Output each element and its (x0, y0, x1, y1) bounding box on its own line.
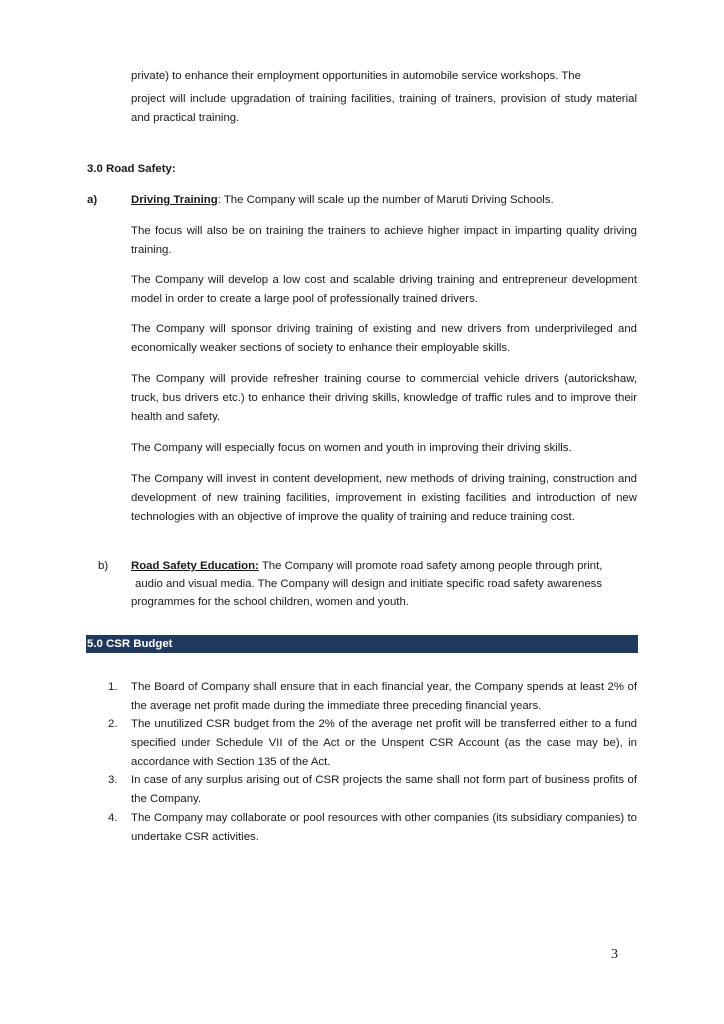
driving-paragraph-2: The Company will develop a low cost and scalable driving training and entrepreneur development model in order to create a large pool of professionally trained drivers. (131, 274, 637, 305)
driving-training-title: Driving Training (131, 194, 218, 206)
driving-paragraph-6: The Company will invest in content development, new methods of driving training, construction and development of new training facilities, improvement in existing facilities and introduction of new technologies with an objective of improve the quality of training and reduce training cost. (131, 473, 637, 523)
csr-item-3-text: In case of any surplus arising out of CSR projects the same shall not form part of business profits of the Company. (131, 774, 637, 805)
driving-paragraph-1: The focus will also be on training the trainers to achieve higher impact in imparting quality driving training. (131, 225, 637, 256)
csr-budget-heading: 5.0 CSR Budget (87, 638, 173, 650)
csr-item-2-text: The unutilized CSR budget from the 2% of the average net profit will be transferred either to a fund specified under Schedule VII of the Act or the Unspent CSR Account (as the case may be), in accordance with Section 135 of the Act. (131, 718, 637, 768)
driving-paragraph-5: The Company will especially focus on women and youth in improving their driving skills. (131, 442, 572, 454)
driving-paragraph-4: The Company will provide refresher training course to commercial vehicle drivers (autorickshaw, truck, bus drivers etc.) to enhance their driving skills, knowledge of traffic rules and to improve their health and safety. (131, 373, 637, 423)
road-safety-education-text-1: The Company will promote road safety among people through print, (258, 560, 603, 572)
csr-item-1-text: The Board of Company shall ensure that in each financial year, the Company spends at least 2% of the average net profit made during the immediate three preceding financial years. (131, 681, 637, 712)
csr-item-4-text: The Company may collaborate or pool resources with other companies (its subsidiary companies) to undertake CSR activities. (131, 812, 637, 843)
intro-paragraph: project will include upgradation of training facilities, training of trainers, provision of study material and practical training. (131, 93, 637, 124)
road-safety-education-line-1 (131, 557, 651, 576)
road-safety-education-line-3: programmes for the school children, women and youth. (131, 596, 409, 608)
intro-line-1: private) to enhance their employment opportunities in automobile service workshops. The (131, 70, 581, 82)
csr-item-1-number: 1. (108, 681, 118, 693)
driving-training-lead (131, 191, 637, 210)
csr-item-4-number: 4. (108, 812, 118, 824)
road-safety-heading: 3.0 Road Safety: (87, 163, 176, 175)
page-number: 3 (611, 947, 618, 962)
csr-item-3-number: 3. (108, 774, 118, 786)
item-b-marker: b) (98, 560, 109, 572)
driving-paragraph-3: The Company will sponsor driving training of existing and new drivers from underprivileged and economically weaker sections of society to enhance their employable skills. (131, 323, 637, 354)
road-safety-education-title: Road Safety Education: (131, 560, 259, 572)
driving-training-lead-text: : The Company will scale up the number of Maruti Driving Schools. (217, 194, 554, 206)
road-safety-education-line-2: audio and visual media. The Company will design and initiate specific road safety awareness (135, 578, 603, 590)
csr-item-2-number: 2. (108, 718, 118, 730)
csr-budget-banner (86, 635, 638, 653)
item-a-marker: a) (87, 194, 98, 206)
